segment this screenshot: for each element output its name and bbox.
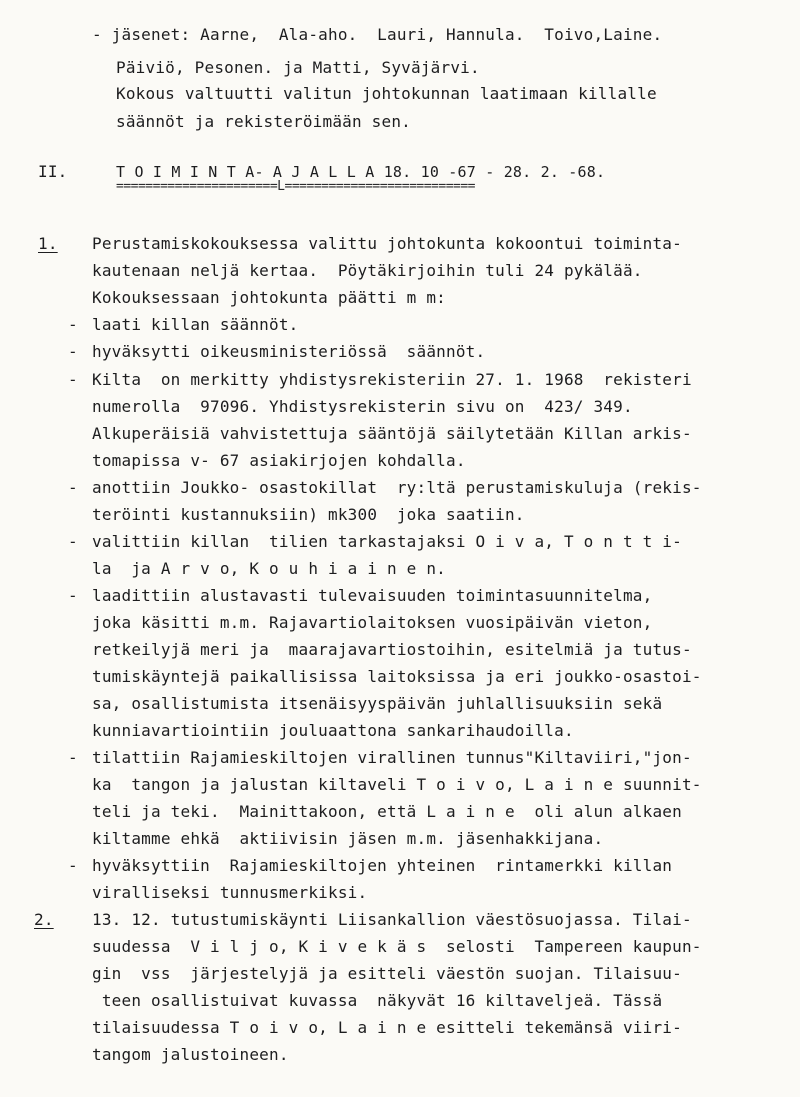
members-line: - jäsenet: Aarne, Ala-aho. Lauri, Hannula. Toivo,Laine. — [92, 25, 663, 44]
item-2-line: tangom jalustoineen. — [92, 1045, 289, 1064]
section-number: II. — [38, 162, 68, 181]
bullet-line: teli ja teki. Mainittakoon, että L a i n e oli alun alkaen — [92, 802, 682, 821]
bullet-line: hyväksyttiin Rajamieskiltojen yhteinen rintamerkki killan — [92, 856, 673, 875]
bullet-line: retkeilyjä meri ja maarajavartiostoihin, esitelmiä ja tutus- — [92, 640, 692, 659]
bullet-dash: - — [68, 856, 78, 875]
bullet-line: sa, osallistumista itsenäisyyspäivän juhlallisuuksiin sekä — [92, 694, 663, 713]
bullet-line: anottiin Joukko- osastokillat ry:ltä perustamiskuluja (rekis- — [92, 478, 702, 497]
bullet-line: tilattiin Rajamieskiltojen virallinen tunnus"Kiltaviiri,"jon- — [92, 748, 692, 767]
bullet-line: numerolla 97096. Yhdistysrekisterin sivu on 423/ 349. — [92, 397, 633, 416]
section-heading: T O I M I N T A- A J A L L A 18. 10 -67 - 28. 2. -68. — [116, 163, 606, 181]
heading-double-rule: ======================L========================== — [116, 179, 476, 194]
bullet-line: joka käsitti m.m. Rajavartiolaitoksen vuosipäivän vieton, — [92, 613, 653, 632]
bullet-line: laadittiin alustavasti tulevaisuuden toimintasuunnitelma, — [92, 586, 653, 605]
item-1-line: Perustamiskokouksessa valittu johtokunta kokoontui toiminta- — [92, 234, 682, 253]
bullet-dash: - — [68, 342, 78, 361]
bullet-line: teröinti kustannuksiin) mk300 joka saatiin. — [92, 505, 525, 524]
authorization-line-cont: säännöt ja rekisteröimään sen. — [116, 112, 411, 131]
members-line-cont: Päiviö, Pesonen. ja Matti, Syväjärvi. — [116, 58, 480, 77]
bullet-line: tomapissa v- 67 asiakirjojen kohdalla. — [92, 451, 466, 470]
item-2-line: gin vss järjestelyjä ja esitteli väestön suojan. Tilaisuu- — [92, 964, 682, 983]
item-2-line: teen osallistuivat kuvassa näkyvät 16 kiltaveljeä. Tässä — [92, 991, 663, 1010]
item-1-marker: 1. — [38, 234, 58, 253]
bullet-dash: - — [68, 586, 78, 605]
bullet-line: valittiin killan tilien tarkastajaksi O i v a, T o n t t i- — [92, 532, 682, 551]
bullet-dash: - — [68, 532, 78, 551]
bullet-line: kiltamme ehkä aktiivisin jäsen m.m. jäsenhakkijana. — [92, 829, 604, 848]
bullet-line: viralliseksi tunnusmerkiksi. — [92, 883, 368, 902]
bullet-line: Alkuperäisiä vahvistettuja sääntöjä säilytetään Killan arkis- — [92, 424, 692, 443]
item-1-line: Kokouksessaan johtokunta päätti m m: — [92, 288, 446, 307]
bullet-dash: - — [68, 315, 78, 334]
bullet-line: laati killan säännöt. — [92, 315, 299, 334]
bullet-line: hyväksytti oikeusministeriössä säännöt. — [92, 342, 486, 361]
bullet-dash: - — [68, 370, 78, 389]
item-1-line: kautenaan neljä kertaa. Pöytäkirjoihin tuli 24 pykälää. — [92, 261, 643, 280]
item-2-marker: 2. — [34, 910, 54, 929]
bullet-line: kunniavartiointiin jouluaattona sankarihaudoilla. — [92, 721, 574, 740]
bullet-dash: - — [68, 478, 78, 497]
bullet-line: la ja A r v o, K o u h i a i n e n. — [92, 559, 446, 578]
authorization-line: Kokous valtuutti valitun johtokunnan laatimaan killalle — [116, 84, 657, 103]
bullet-line: Kilta on merkitty yhdistysrekisteriin 27. 1. 1968 rekisteri — [92, 370, 692, 389]
item-2-line: suudessa V i l j o, K i v e k ä s selosti Tampereen kaupun- — [92, 937, 702, 956]
bullet-line: ka tangon ja jalustan kiltaveli T o i v o, L a i n e suunnit- — [92, 775, 702, 794]
item-2-line: 13. 12. tutustumiskäynti Liisankallion väestösuojassa. Tilai- — [92, 910, 692, 929]
item-2-line: tilaisuudessa T o i v o, L a i n e esitteli tekemänsä viiri- — [92, 1018, 682, 1037]
bullet-dash: - — [68, 748, 78, 767]
bullet-line: tumiskäyntejä paikallisissa laitoksissa ja eri joukko-osastoi- — [92, 667, 702, 686]
